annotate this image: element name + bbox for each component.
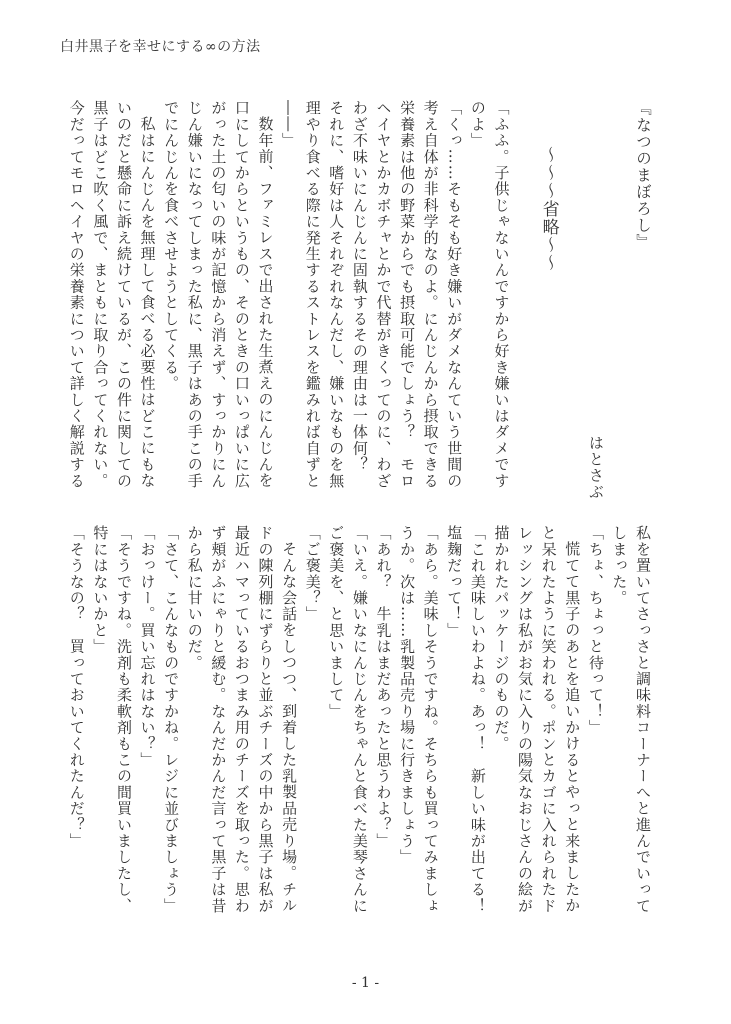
text-line: のよ」 bbox=[468, 100, 487, 149]
text-line: 今だってモロヘイヤの栄養素について詳しく解説する bbox=[67, 100, 86, 489]
omission-marker: ～～～省略～～ bbox=[538, 146, 559, 272]
text-line: 「さて、こんなものですかね。レジに並びましょう」 bbox=[162, 525, 181, 914]
text-line: いのだと懸命に訴え続けているが、この件に関しての bbox=[114, 100, 133, 489]
text-line: わざ不味いにんじんに固執するその理由は一体何？ bbox=[350, 100, 369, 473]
text-line: 口にしてからというもの、そのときの口いっぱいに広 bbox=[232, 100, 251, 489]
text-line: と呆れたように笑われる。ポンとカゴに入れられたド bbox=[539, 525, 558, 914]
text-line: 塩麹だって！」 bbox=[445, 525, 464, 639]
text-line: 「ふふ。子供じゃないんですから好き嫌いはダメです bbox=[492, 100, 511, 489]
text-line: でにんじんを食べさせようとしてくる。 bbox=[162, 100, 181, 392]
text-line: 「あれ？ 牛乳はまだあったと思うわよ？」 bbox=[374, 525, 393, 849]
text-line: 「そうですね。洗剤も柔軟剤もこの間買いましたし、 bbox=[114, 525, 133, 914]
text-line: 「おっけー。買い忘れはない？」 bbox=[138, 525, 157, 768]
text-line: しまった。 bbox=[610, 525, 629, 606]
text-line: 「あら。美味しそうですね。そちらも買ってみましょ bbox=[421, 525, 440, 914]
text-line: 数年前、ファミレスで出された生煮えのにんじんを bbox=[256, 116, 275, 489]
page-number: - 1 - bbox=[351, 975, 380, 991]
upper-text-block bbox=[64, 100, 654, 500]
running-header: 白井黒子を幸せにする∞の方法 bbox=[60, 39, 261, 55]
blank-line bbox=[607, 100, 631, 500]
text-line: 私はにんじんを無理して食べる必要性はどこにもな bbox=[138, 116, 157, 489]
text-line: 「いえ。嫌いなにんじんをちゃんと食べた美琴さんに bbox=[350, 525, 369, 914]
text-line: がった土の匂いの味が記憶から消えず、すっかりにん bbox=[209, 100, 228, 489]
text-line: 特にはないかと」 bbox=[91, 525, 110, 655]
story-author: はとさぶ bbox=[586, 435, 605, 500]
text-line: ご褒美を、と思いまして」 bbox=[327, 525, 346, 720]
text-line: 私を置いてさっさと調味料コーナーへと進んでいって bbox=[634, 525, 652, 914]
text-line: 栄養素は他の野菜からでも摂取可能でしょう？ モロ bbox=[398, 100, 417, 489]
blank-line bbox=[560, 100, 584, 500]
text-line: ――」 bbox=[280, 100, 299, 149]
text-line: 考え自体が非科学的なのよ。にんじんから摂取できる bbox=[421, 100, 440, 489]
text-line: 「ちょ、ちょっと待って！」 bbox=[586, 525, 605, 736]
text-line: 「これ美味しいわよね。あっ！ 新しい味が出てる！ bbox=[468, 525, 487, 914]
text-line: うか。次は……乳製品売り場に行きましょう」 bbox=[398, 525, 417, 866]
text-line: 最近ハマっているおつまみ用のチーズを取った。思わ bbox=[232, 525, 251, 914]
text-line: ドの陳列棚にずらりと並ぶチーズの中から黒子は私が bbox=[256, 525, 275, 914]
text-line: ず頬がふにゃりと緩む。なんだかんだ言って黒子は昔 bbox=[209, 525, 228, 914]
text-line: 黒子はどこ吹く風で、まともに取り合ってくれない。 bbox=[91, 100, 110, 489]
text-line: 「そうなの？ 買っておいてくれたんだ？」 bbox=[67, 525, 86, 849]
text-line: それに、嗜好は人それぞれなんだし、嫌いなものを無 bbox=[327, 100, 346, 489]
text-line: 慌てて黒子のあとを追いかけるとやっと来ましたか bbox=[563, 541, 582, 914]
text-line: 「ご褒美？」 bbox=[303, 525, 322, 623]
text-line: そんな会話をしつつ、到着した乳製品売り場。チル bbox=[280, 541, 299, 914]
text-line: から私に甘いのだ。 bbox=[185, 525, 204, 671]
text-line: 理やり食べる際に発生するストレスを鑑みれば自ずと bbox=[303, 100, 322, 489]
lower-text-block bbox=[64, 525, 654, 925]
text-line: レッシングは私がお気に入りの陽気なおじさんの絵が bbox=[516, 525, 535, 914]
text-line: 「くっ……そもそも好き嫌いがダメなんていう世間の bbox=[445, 100, 464, 489]
blank-line bbox=[512, 100, 536, 500]
text-line: 描かれたパッケージのものだ。 bbox=[492, 525, 511, 752]
text-line: じん嫌いになってしまった私に、黒子はあの手この手 bbox=[185, 100, 204, 489]
text-line: ヘイヤとかカボチャとかで代替がきくってのに、わざ bbox=[374, 100, 393, 489]
story-title: 『なつのまぼろし』 bbox=[634, 100, 652, 251]
